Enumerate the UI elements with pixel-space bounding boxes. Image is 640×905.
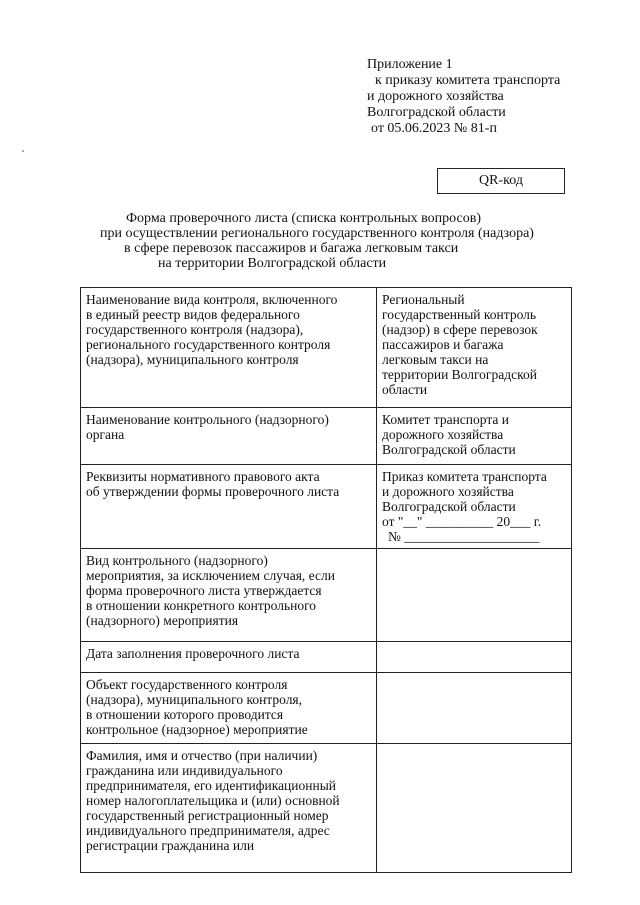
cell-line: в отношении конкретного контрольного [86,598,317,613]
cell-line: (надзора), муниципального контроля [86,352,299,367]
title-line: при осуществлении регионального государственного контроля (надзора) [100,226,534,241]
title-line: Форма проверочного листа (списка контрольных вопросов) [126,211,481,226]
question-cell [81,642,377,673]
cell-line: мероприятия, за исключением случая, если [86,568,335,583]
cell-line: (надзор) в сфере перевозок [382,322,538,337]
table-row [81,642,572,673]
question-cell [81,673,377,744]
question-cell [81,288,377,408]
cell-line: № ____________________ [388,529,540,544]
answer-cell-empty [377,549,572,642]
table-row [81,465,572,549]
cell-line: Объект государственного контроля [86,677,288,692]
form-table [80,287,572,873]
cell-line: Вид контрольного (надзорного) [86,553,268,568]
qr-code-box [437,168,565,194]
cell-line: дорожного хозяйства [382,427,504,442]
cell-line: Волгоградской области [382,499,516,514]
appendix-line: от 05.06.2023 № 81-п [371,121,497,136]
table-row [81,549,572,642]
cell-line: индивидуального предпринимателя, адрес [86,823,330,838]
qr-code-label: QR-код [479,173,523,188]
cell-line: Фамилия, имя и отчество (при наличии) [86,748,318,763]
cell-line: государственный контроль [382,307,537,322]
cell-line: (надзора), муниципального контроля, [86,692,303,707]
appendix-header [367,57,560,137]
cell-line: (надзорного) мероприятия [86,613,239,628]
cell-line: Комитет транспорта и [382,412,509,427]
cell-line: государственного контроля (надзора), [86,322,304,337]
answer-cell [377,288,572,408]
cell-line: Региональный [382,292,465,307]
scan-mark [22,150,24,152]
title-line: на территории Волгоградской области [158,256,387,271]
answer-cell-empty [377,744,572,873]
cell-line: регионального государственного контроля [86,337,331,352]
answer-cell [377,408,572,465]
cell-line: органа [86,427,125,442]
cell-line: гражданина или индивидуального [86,763,283,778]
cell-line: Приказ комитета транспорта [382,469,547,484]
cell-line: Наименование вида контроля, включенного [86,292,338,307]
appendix-line: Приложение 1 [367,57,453,72]
cell-line: Волгоградской области [382,442,516,457]
cell-line: Наименование контрольного (надзорного) [86,412,329,427]
table-row [81,408,572,465]
cell-line: легковым такси на [382,352,489,367]
cell-line: от "__" __________ 20___ г. [382,514,542,529]
cell-line: предпринимателя, его идентификационный [86,778,337,793]
title-line: в сфере перевозок пассажиров и багажа легковым такси [124,241,459,256]
cell-line: об утверждении формы проверочного листа [86,484,340,499]
cell-line: территории Волгоградской [382,367,537,382]
table-row [81,744,572,873]
table-row [81,673,572,744]
question-cell [81,408,377,465]
cell-line: регистрации гражданина или [86,838,255,853]
table-row [81,288,572,408]
cell-line: форма проверочного листа утверждается [86,583,322,598]
cell-line: Реквизиты нормативного правового акта [86,469,320,484]
answer-cell-empty [377,673,572,744]
question-cell [81,465,377,549]
cell-line: номер налогоплательщика и (или) основной [86,793,340,808]
form-title [60,211,600,271]
appendix-line: Волгоградской области [367,105,506,120]
cell-line: контрольное (надзорное) мероприятие [86,722,308,737]
cell-line: Дата заполнения проверочного листа [86,646,300,661]
cell-line: пассажиров и багажа [382,337,504,352]
appendix-line: к приказу комитета транспорта [375,73,561,88]
question-cell [81,549,377,642]
cell-line: в отношении которого проводится [86,707,284,722]
answer-cell [377,465,572,549]
cell-line: в единый реестр видов федерального [86,307,300,322]
question-cell [81,744,377,873]
appendix-line: и дорожного хозяйства [367,89,504,104]
cell-line: области [382,382,428,397]
answer-cell-empty [377,642,572,673]
cell-line: и дорожного хозяйства [382,484,514,499]
cell-line: государственный регистрационный номер [86,808,329,823]
